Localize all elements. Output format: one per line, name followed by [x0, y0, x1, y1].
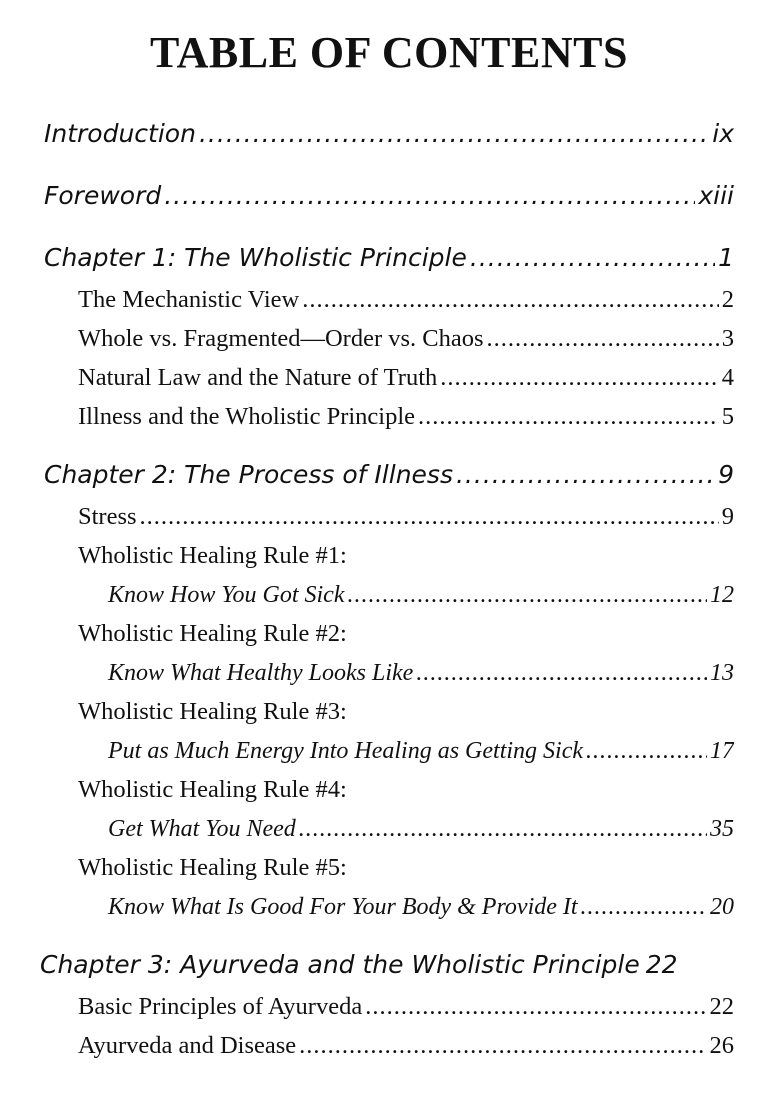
- dot-leader: [456, 459, 715, 491]
- toc-entry-chapter-3[interactable]: [40, 949, 734, 981]
- toc-page-number: 13: [710, 660, 734, 686]
- toc-entry-label: Get What You Need: [108, 816, 296, 842]
- toc-page-number: 17: [710, 738, 734, 764]
- toc-entry-chapter-1[interactable]: [44, 242, 734, 274]
- toc-entry-ayurveda-disease[interactable]: [44, 1030, 734, 1062]
- toc-entry-introduction[interactable]: [44, 118, 734, 150]
- toc-entry-stress[interactable]: [44, 501, 734, 533]
- toc-entry-label: The Mechanistic View: [78, 286, 300, 313]
- rule-heading: Wholistic Healing Rule #2:: [78, 620, 347, 647]
- rule-heading: Wholistic Healing Rule #3:: [78, 698, 347, 725]
- toc-page-number: 5: [721, 403, 734, 430]
- toc-entry-label: Chapter 1: The Wholistic Principle: [44, 243, 467, 272]
- rule-heading: Wholistic Healing Rule #5:: [78, 854, 347, 881]
- toc-entry-foreword[interactable]: [44, 180, 734, 212]
- toc-entry-natural-law[interactable]: [44, 362, 734, 394]
- dot-leader: [487, 323, 719, 355]
- toc-page-number: 12: [710, 582, 734, 608]
- dot-leader: [586, 735, 707, 767]
- toc-entry-label: Whole vs. Fragmented—Order vs. Chaos: [78, 325, 484, 352]
- dot-leader: [302, 284, 719, 316]
- toc-entry-label: Know How You Got Sick: [108, 582, 345, 608]
- toc-entry-label: Natural Law and the Nature of Truth: [78, 364, 438, 391]
- toc-entry-label: Chapter 3: Ayurveda and the Wholistic Principle: [40, 950, 640, 979]
- dot-leader: [199, 118, 709, 150]
- toc-entry-label: Know What Healthy Looks Like: [108, 660, 414, 686]
- toc-entry-whole-vs-fragmented[interactable]: [44, 323, 734, 355]
- toc-page-number: 26: [709, 1032, 734, 1059]
- toc-page-number: 20: [710, 894, 734, 920]
- toc-entry-rule-1[interactable]: [44, 579, 734, 611]
- toc-entry-rule-5[interactable]: [44, 891, 734, 923]
- toc-page-number: 9: [718, 460, 734, 489]
- rule-heading: Wholistic Healing Rule #1:: [78, 542, 347, 569]
- toc-page-number: ix: [712, 119, 734, 148]
- toc-entry-mechanistic-view[interactable]: [44, 284, 734, 316]
- toc-entry-label: Basic Principles of Ayurveda: [78, 993, 363, 1020]
- toc-entry-label: Put as Much Energy Into Healing as Getting Sick: [108, 738, 584, 764]
- dot-leader: [365, 991, 706, 1023]
- toc-entry-basic-principles[interactable]: [44, 991, 734, 1023]
- toc-entry-label: Foreword: [44, 181, 162, 210]
- dot-leader: [164, 180, 695, 212]
- dot-leader: [418, 401, 719, 433]
- dot-leader: [470, 242, 715, 274]
- toc-entry-label: Introduction: [44, 119, 196, 148]
- toc-list: [40, 118, 734, 1062]
- dot-leader: [299, 1030, 706, 1062]
- toc-entry-rule-2[interactable]: [44, 657, 734, 689]
- toc-entry-label: Ayurveda and Disease: [78, 1032, 297, 1059]
- toc-entry-illness-wholistic[interactable]: [44, 401, 734, 433]
- toc-entry-rule-4[interactable]: [44, 813, 734, 845]
- dot-leader: [416, 657, 707, 689]
- page-title: TABLE OF CONTENTS: [150, 28, 628, 77]
- toc-page-number: 3: [721, 325, 734, 352]
- rule-heading: Wholistic Healing Rule #4:: [78, 776, 347, 803]
- dot-leader: [440, 362, 719, 394]
- toc-page-number: 22: [709, 993, 734, 1020]
- toc-page-number: 4: [721, 364, 734, 391]
- toc-entry-label: Know What Is Good For Your Body & Provide It: [108, 894, 578, 920]
- toc-entry-rule-3[interactable]: [44, 735, 734, 767]
- dot-leader: [347, 579, 707, 611]
- dot-leader: [299, 813, 707, 845]
- toc-page-number: 2: [721, 286, 734, 313]
- dot-leader: [140, 501, 719, 533]
- toc-page-number: 9: [721, 503, 734, 530]
- toc-entry-label: Stress: [78, 503, 137, 530]
- toc-page-number: 22: [645, 950, 678, 979]
- toc-page-number: 35: [710, 816, 734, 842]
- toc-entry-label: Chapter 2: The Process of Illness: [44, 460, 453, 489]
- toc-entry-label: Illness and the Wholistic Principle: [78, 403, 416, 430]
- toc-entry-chapter-2[interactable]: [44, 459, 734, 491]
- toc-page-number: xiii: [698, 181, 734, 210]
- dot-leader: [581, 891, 707, 923]
- toc-page-number: 1: [718, 243, 734, 272]
